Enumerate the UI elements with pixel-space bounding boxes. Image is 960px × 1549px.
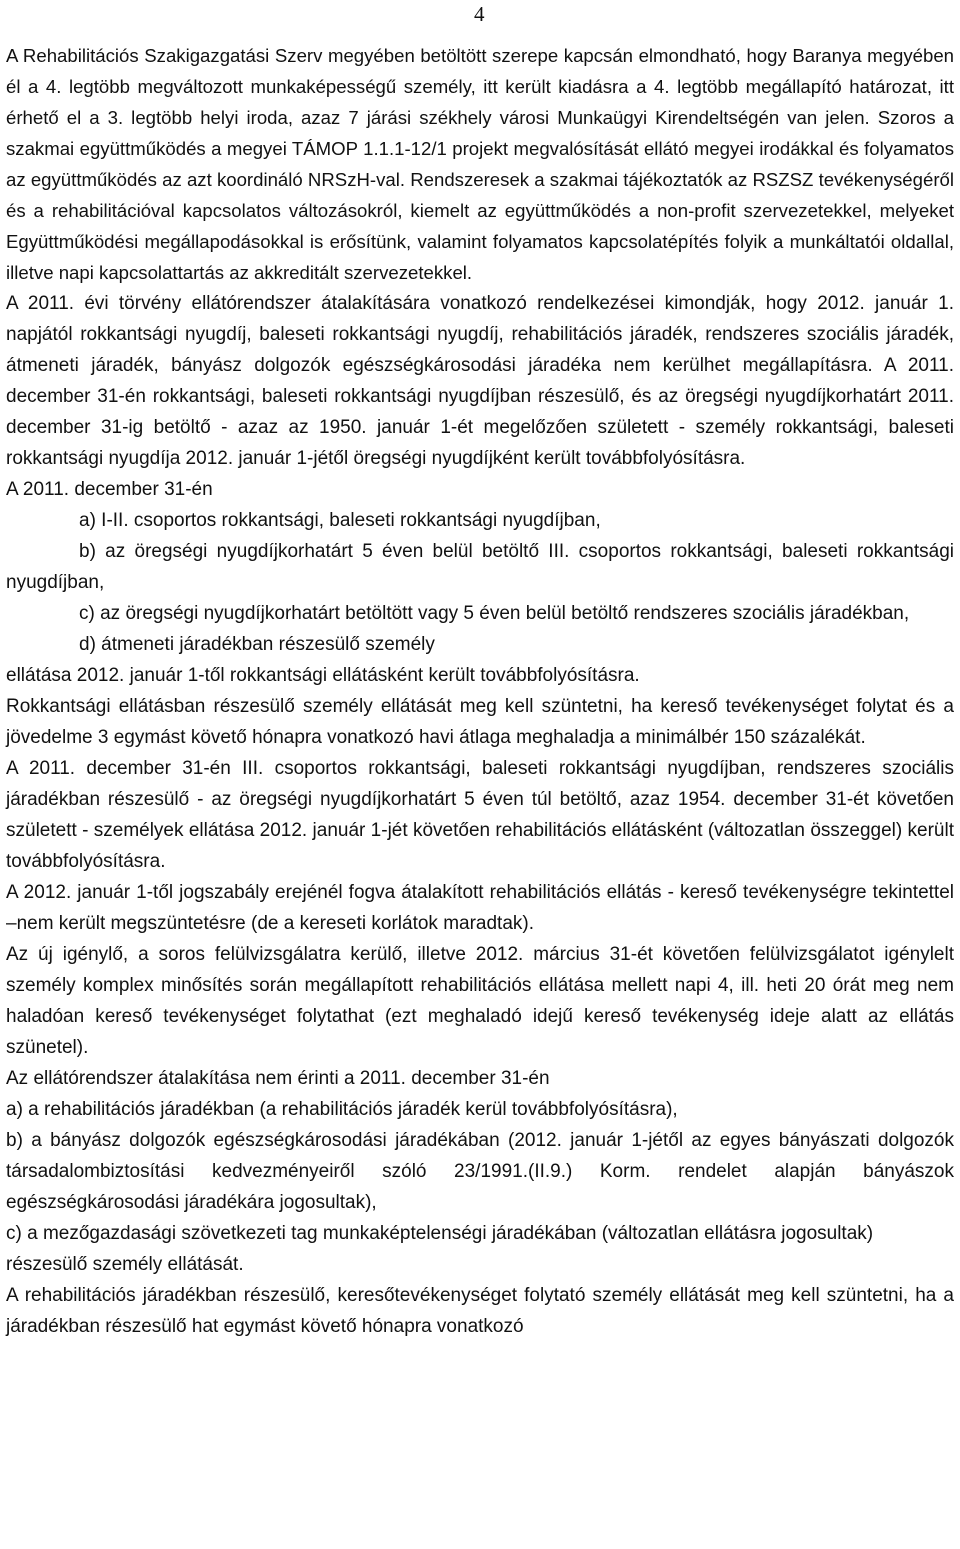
list-item-a: a) I-II. csoportos rokkantsági, baleseti rokkantsági nyugdíjban, <box>79 510 601 531</box>
list-item-b: b) az öregségi nyugdíjkorhatárt 5 éven belül betöltő III. csoportos rokkantsági, baleseti rokkantsági nyugdíjban, <box>6 541 954 593</box>
paragraph-new-applicant: Az új igénylő, a soros felülvizsgálatra kerülő, illetve 2012. március 31-ét követően felülvizsgálatot igénylelt személy komplex minősítés során megállapított rehabilitációs ellátása mellett napi 4, ill. heti 20 órát meg nem haladóan kereső tevékenységet folytathat (ezt meghaladó idejű kereső tevékenység ideje alatt az ellátás szünetel). <box>6 944 954 1058</box>
paragraph-2012-rule: A 2012. január 1-től jogszabály erejénél fogva átalakított rehabilitációs ellátás - kereső tevékenységre tekintettel –nem került megszüntetésre (de a kereseti korlátok maradtak). <box>6 882 954 934</box>
paragraph-intro: A Rehabilitációs Szakigazgatási Szerv megyében betöltött szerepe kapcsán elmondható, hogy Baranya megyében él a 4. legtöbb megváltozott munkaképességű személy, itt került kiadásra a 4. legtöbb megállapító határozat, itt érhető el a 3. legtöbb helyi iroda, azaz 7 járási székhely városi Munkaügyi Kirendeltségén van jelen. Szoros a szakmai együttműködés a megyei TÁMOP 1.1.1-12/1 projekt megvalósítását ellátó megyei irodákkal és folyamatos az együttműködés az azt koordináló NRSzH-val. Rendszeresek a szakmai tájékoztatók az RSZSZ tevékenységéről és a rehabilitációval kapcsolatos változásokról, kiemelt az együttműködés a non-profit szervezetekkel, melyeket Együttműködési megállapodásokkal is erősítünk, valamint folyamatos kapcsolatépítés folyik a munkáltatói oldallal, illetve napi kapcsolattartás az akkreditált szervezetekkel. <box>6 45 954 283</box>
exclusion-item-c: c) a mezőgazdasági szövetkezeti tag munkaképtelenségi járadékában (változatlan ellátásra jogosultak) <box>6 1223 874 1244</box>
exclusion-item-a: a) a rehabilitációs járadékban (a rehabilitációs járadék kerül továbbfolyósításra), <box>6 1099 678 1120</box>
paragraph-list-intro: A 2011. december 31-én <box>6 479 213 500</box>
paragraph-termination: Rokkantsági ellátásban részesülő személy ellátását meg kell szüntetni, ha kereső tevékenységet folytat és a jövedelme 3 egymást követő hónapra vonatkozó havi átlaga meghaladja a minimálbér 150 százalékát. <box>6 696 954 748</box>
list-item-c: c) az öregségi nyugdíjkorhatárt betöltött vagy 5 éven belül betöltő rendszeres szociális járadékban, <box>79 603 910 624</box>
page-number: 4 <box>474 2 485 26</box>
paragraph-group-iii: A 2011. december 31-én III. csoportos rokkantsági, baleseti rokkantsági nyugdíjban, rendszeres szociális járadékban részesülő - az öregségi nyugdíjkorhatárt 5 éven túl betöltő, azaz 1954. december 31-ét követően született - személyek ellátása 2012. január 1-jét követően rehabilitációs ellátásként (változatlan összeggel) került továbbfolyósításra. <box>6 758 954 872</box>
paragraph-exclusions-intro: Az ellátórendszer átalakítása nem érinti a 2011. december 31-én <box>6 1068 550 1089</box>
paragraph-exclusions-outcome: részesülő személy ellátását. <box>6 1254 244 1275</box>
document-body <box>6 40 954 1342</box>
list-item-d: d) átmeneti járadékban részesülő személy <box>79 634 435 655</box>
exclusion-item-b: b) a bányász dolgozók egészségkárosodási járadékában (2012. január 1-jétől az egyes bányászati dolgozók társadalombiztosítási kedvezményeiről szóló 23/1991.(II.9.) Korm. rendelet alapján bányászok egészségkárosodási járadékára jogosultak), <box>6 1130 954 1213</box>
paragraph-rehab-annuity: A rehabilitációs járadékban részesülő, keresőtevékenységet folytató személy ellátását meg kell szüntetni, ha a járadékban részesülő hat egymást követő hónapra vonatkozó <box>6 1285 954 1337</box>
paragraph-list-outcome: ellátása 2012. január 1-től rokkantsági ellátásként került továbbfolyósításra. <box>6 665 640 686</box>
paragraph-law-2011: A 2011. évi törvény ellátórendszer átalakítására vonatkozó rendelkezései kimondják, hogy 2012. január 1. napjától rokkantsági nyugdíj, baleseti rokkantsági nyugdíj, rehabilitációs járadék, rendszeres szociális járadék, átmeneti járadék, bányász dolgozók egészségkárosodási járadéka nem kerülhet megállapításra. A 2011. december 31-én rokkantsági, baleseti rokkantsági nyugdíjban részesülő, és az öregségi nyugdíjkorhatárt 2011. december 31-ig betöltő - azaz az 1950. január 1-ét megelőzően született - személy rokkantsági, baleseti rokkantsági nyugdíja 2012. január 1-jétől öregségi nyugdíjként került továbbfolyósításra. <box>6 293 954 469</box>
